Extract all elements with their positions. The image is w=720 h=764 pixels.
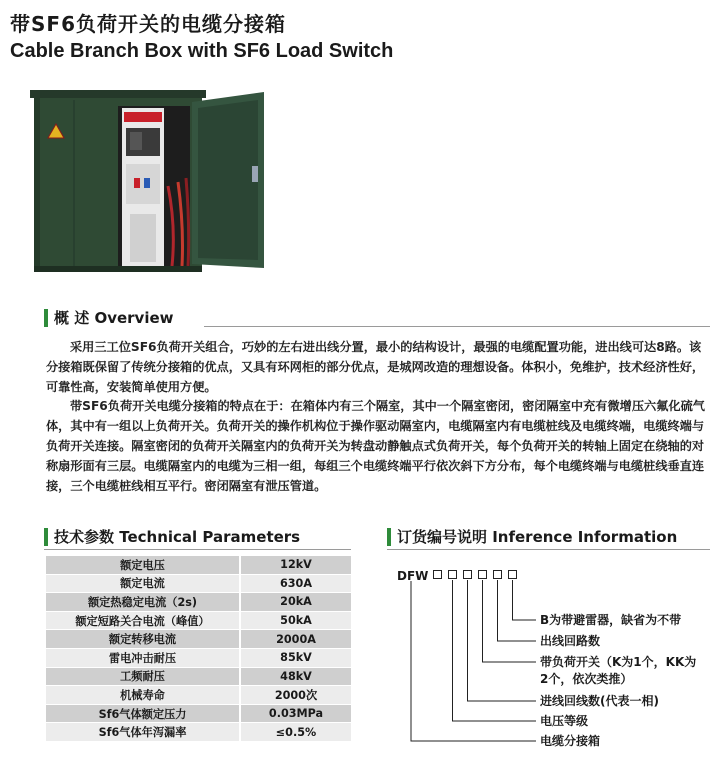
leader-line bbox=[483, 580, 537, 662]
page-title-en: Cable Branch Box with SF6 Load Switch bbox=[10, 40, 394, 62]
param-value: 50kA bbox=[240, 611, 351, 630]
leader-line bbox=[453, 580, 537, 721]
param-value: 20kA bbox=[240, 593, 351, 612]
param-name: 额定电流 bbox=[46, 574, 240, 593]
param-name: 机械寿命 bbox=[46, 686, 240, 705]
param-name: 工频耐压 bbox=[46, 667, 240, 686]
code-label-box: 电缆分接箱 bbox=[540, 734, 601, 748]
code-label-voltage: 电压等级 bbox=[540, 714, 589, 728]
param-name: 额定转移电流 bbox=[46, 630, 240, 649]
param-name: Sf6气体年泻漏率 bbox=[46, 723, 240, 742]
param-name: 额定短路关合电流（峰值） bbox=[46, 611, 240, 630]
technical-heading-text: 技术参数 Technical Parameters bbox=[54, 528, 301, 546]
overview-heading-text: 概 述 Overview bbox=[54, 309, 174, 327]
overview-paragraph: 采用三工位SF6负荷开关组合，巧妙的左右进出线分置，最小的结构设计，最强的电缆配置功能，进出线可达8路。该分接箱既保留了传统分接箱的优点，又具有环网柜的部分优点，是城网改造的理想设备。体积小，免维护，技术经济性好，可靠性高，安装简单使用方便。 bbox=[46, 340, 705, 394]
param-value: ≤0.5% bbox=[240, 723, 351, 742]
param-name: 额定电压 bbox=[46, 556, 240, 574]
param-value: 12kV bbox=[240, 556, 351, 574]
ordering-heading-text: 订货编号说明 Inference Information bbox=[397, 528, 678, 546]
code-prefix: DFW bbox=[397, 569, 429, 583]
code-label-incoming: 进线回线数(代表一相) bbox=[540, 694, 659, 708]
page-title-cn: 带SF6负荷开关的电缆分接箱 bbox=[10, 12, 286, 36]
param-value: 85kV bbox=[240, 648, 351, 667]
param-value: 2000A bbox=[240, 630, 351, 649]
param-name: 额定热稳定电流（2s) bbox=[46, 593, 240, 612]
param-value: 0.03MPa bbox=[240, 704, 351, 723]
overview-paragraph: 带SF6负荷开关电缆分接箱的特点在于：在箱体内有三个隔室，其中一个隔室密闭，密闭隔室中充有微增压六氟化硫气体，其中有一组以上负荷开关。负荷开关的操作机构位于操作驱动隔室内，电缆隔室内有电缆桩线及电缆终端，电缆终端与负荷开关连接。隔室密闭的负荷开关隔室内的负荷开关为转盘动静触点式负荷开关，每个负荷开关的转轴上固定在绕轴的对称扇形面有三层。电缆隔室内的电缆为三相一组，每组三个电缆终端平行依次斜下方分布，每个电缆终端与电缆桩线垂直连接，三个电缆桩线相互平行。密闭隔室有泄压管道。 bbox=[46, 399, 705, 493]
param-name: Sf6气体额定压力 bbox=[46, 704, 240, 723]
param-value: 2000次 bbox=[240, 686, 351, 705]
code-label-load-switch: 带负荷开关（K为1个，KK为2个，依次类推） bbox=[540, 655, 697, 686]
param-value: 630A bbox=[240, 574, 351, 593]
leader-line bbox=[498, 580, 537, 641]
code-label-outgoing: 出线回路数 bbox=[540, 634, 601, 648]
leader-line bbox=[411, 581, 536, 741]
param-value: 48kV bbox=[240, 667, 351, 686]
code-label-arrester: B为带避雷器，缺省为不带 bbox=[540, 613, 682, 627]
param-name: 雷电冲击耐压 bbox=[46, 648, 240, 667]
leader-line bbox=[513, 580, 537, 620]
